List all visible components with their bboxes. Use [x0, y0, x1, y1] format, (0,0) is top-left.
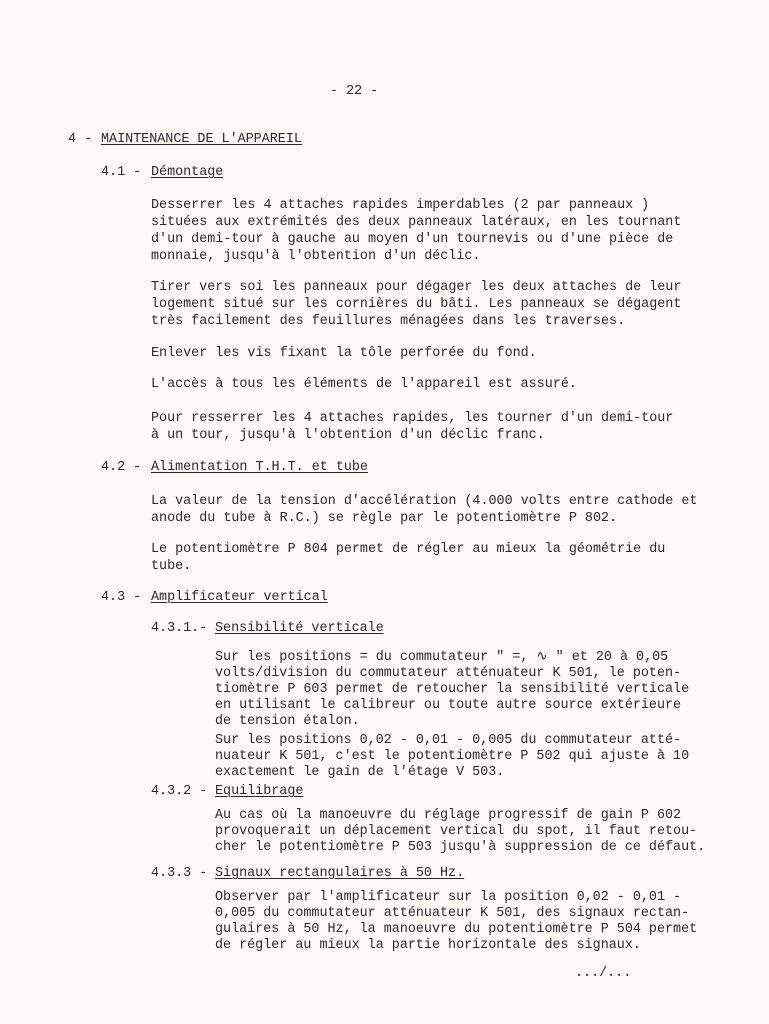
section-4-3-2-number: 4.3.2 -	[151, 784, 208, 799]
text-line: anode du tube à R.C.) se règle par le potentiomètre P 802.	[151, 511, 618, 526]
text-line: nuateur K 501, c'est le potentiomètre P 502 qui ajuste à 10	[215, 749, 690, 764]
text-line: très facilement des feuillures ménagées dans les traverses.	[151, 314, 626, 329]
text-line: Enlever les vis fixant la tôle perforée du fond.	[151, 346, 537, 361]
text-line: Au cas où la manoeuvre du réglage progressif de gain P 602	[215, 808, 682, 823]
text-line: L'accès à tous les éléments de l'appareil est assuré.	[151, 377, 577, 392]
section-4-1-number: 4.1 -	[101, 165, 142, 180]
text-line: en utilisant le calibreur ou toute autre source extérieure	[215, 698, 682, 713]
text-line: à un tour, jusqu'à l'obtention d'un déclic franc.	[151, 428, 545, 443]
text-line: situées aux extrémités des deux panneaux latéraux, en les tournant	[151, 215, 682, 230]
text-line: de régler au mieux la partie horizontale des signaux.	[215, 938, 641, 953]
text-line: exactement le gain de l'étage V 503.	[215, 765, 505, 780]
text-line: cher le potentiomètre P 503 jusqu'à suppression de ce défaut.	[215, 840, 706, 855]
continuation-marker: .../...	[575, 966, 632, 981]
section-4-3-3-title: Signaux rectangulaires à 50 Hz.	[215, 866, 465, 881]
text-line: volts/division du commutateur atténuateur K 501, le poten-	[215, 666, 682, 681]
section-4-2-title: Alimentation T.H.T. et tube	[151, 460, 368, 475]
text-line: de tension étalon.	[215, 714, 360, 729]
text-line: Desserrer les 4 attaches rapides imperdables (2 par panneaux )	[151, 198, 650, 213]
text-line: Tirer vers soi les panneaux pour dégager les deux attaches de leur	[151, 280, 682, 295]
section-4-3-1-number: 4.3.1.-	[151, 621, 208, 636]
section-4-3-number: 4.3 -	[101, 590, 142, 605]
section-4-1-title: Démontage	[151, 165, 224, 180]
text-line: Pour resserrer les 4 attaches rapides, les tourner d'un demi-tour	[151, 411, 674, 426]
text-line: gulaires à 50 Hz, la manoeuvre du potentiomètre P 504 permet	[215, 922, 698, 937]
section-4-3-1-title: Sensibilité verticale	[215, 621, 384, 636]
text-line: Sur les positions = du commutateur " =, ∿ " et 20 à 0,05	[215, 650, 669, 665]
text-line: d'un demi-tour à gauche au moyen d'un tournevis ou d'une pièce de	[151, 232, 674, 247]
text-line: Observer par l'amplificateur sur la position 0,02 - 0,01 -	[215, 890, 682, 905]
text-line: Sur les positions 0,02 - 0,01 - 0,005 du commutateur atté-	[215, 733, 682, 748]
section-4-3-title: Amplificateur vertical	[151, 590, 328, 605]
page-number: - 22 -	[330, 84, 379, 99]
section-4-number: 4 -	[68, 132, 93, 147]
text-line: La valeur de la tension d'accélération (4.000 volts entre cathode et	[151, 494, 698, 509]
section-4-3-3-number: 4.3.3 -	[151, 866, 208, 881]
text-line: 0,005 du commutateur atténuateur K 501, des signaux rectan-	[215, 906, 690, 921]
section-4-3-2-title: Equilibrage	[215, 784, 304, 799]
text-line: provoquerait un déplacement vertical du spot, il faut retou-	[215, 824, 698, 839]
text-line: Le potentiomètre P 804 permet de régler au mieux la géométrie du	[151, 542, 666, 557]
text-line: tiomètre P 603 permet de retoucher la sensibilité verticale	[215, 682, 690, 697]
section-4-2-number: 4.2 -	[101, 460, 142, 475]
text-line: monnaie, jusqu'à l'obtention d'un déclic.	[151, 249, 481, 264]
text-line: tube.	[151, 559, 192, 574]
text-line: logement situé sur les cornières du bâti. Les panneaux se dégagent	[151, 297, 682, 312]
section-4-title: MAINTENANCE DE L'APPAREIL	[101, 132, 302, 147]
